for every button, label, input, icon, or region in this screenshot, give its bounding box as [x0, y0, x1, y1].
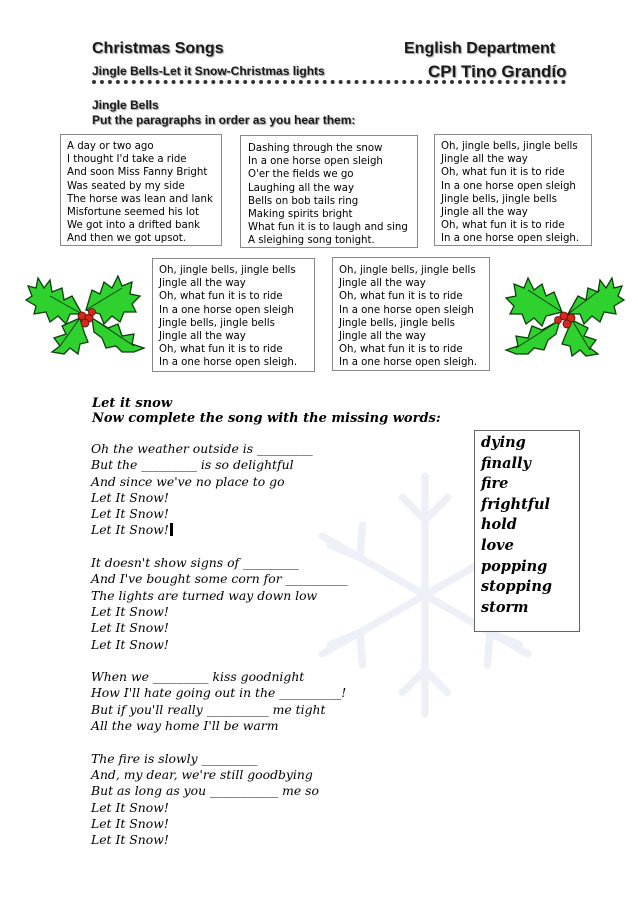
verse-line: Jingle bells, jingle bells	[159, 317, 275, 329]
verse-line: In a one horse open sleigh	[159, 304, 294, 316]
verse-line: Oh, what fun it is to ride	[339, 344, 463, 356]
verse-line: In a one horse open sleigh	[248, 156, 383, 168]
verse-line: Oh, jingle bells, jingle bells	[159, 265, 296, 276]
song-lyrics	[91, 441, 348, 848]
verse-line: Oh, what fun it is to ride	[441, 220, 565, 232]
verse-line: Was seated by my side	[67, 180, 185, 192]
verse-line: We got into a drifted bank	[67, 220, 201, 232]
word-bank	[474, 430, 580, 632]
let-it-snow-heading: Let it snow	[92, 396, 173, 411]
verse-line: Jingle bells, jingle bells	[441, 193, 557, 205]
stanza-gap	[91, 539, 348, 555]
verse-line: Dashing through the snow	[248, 143, 383, 154]
lyric-line: All the way home I'll be warm	[91, 718, 279, 734]
verse-line: In a one horse open sleigh.	[441, 233, 580, 245]
paragraph-box-3	[434, 134, 592, 246]
verse-line: Misfortune seemed his lot	[67, 207, 199, 219]
word-bank-item: stopping	[481, 578, 552, 596]
verse-line: Oh, jingle bells, jingle bells	[441, 141, 578, 152]
verse-line: Jingle all the way	[339, 278, 426, 290]
paragraph-box-2	[240, 135, 418, 248]
verse-line: Bells on bob tails ring	[248, 195, 359, 207]
page-subtitle: Jingle Bells-Let it Snow-Christmas lights	[92, 64, 325, 78]
lyric-line: And I've bought some corn for __________	[91, 571, 348, 587]
lyric-line: But the _________ is so delightful	[91, 457, 294, 473]
lyric-line: Let It Snow!	[91, 636, 169, 652]
verse-line: A sleighing song tonight.	[248, 235, 375, 247]
verse-line: Oh, jingle bells, jingle bells	[339, 265, 476, 276]
verse-line: In a one horse open sleigh	[441, 180, 576, 192]
verse-line: Jingle all the way	[159, 278, 246, 290]
verse-line: Jingle all the way	[441, 207, 528, 219]
lyric-line: Let It Snow!	[91, 506, 169, 522]
let-it-snow-instruction: Now complete the song with the missing words:	[92, 411, 441, 426]
verse-line: Making spirits bright	[248, 209, 353, 221]
page-title: Christmas Songs	[92, 40, 224, 57]
lyric-line: Let It Snow!	[91, 832, 169, 848]
dotted-divider	[92, 80, 566, 84]
lyric-line: Let It Snow!	[91, 620, 169, 636]
verse-line: Jingle all the way	[441, 154, 528, 166]
paragraph-box-4	[152, 258, 315, 372]
word-bank-item: hold	[481, 516, 517, 534]
verse-line: Jingle all the way	[339, 331, 426, 343]
word-bank-item: dying	[481, 434, 526, 451]
lyric-line: Oh the weather outside is _________	[91, 441, 313, 456]
verse-line: Oh, what fun it is to ride	[159, 344, 283, 356]
verse-line: A day or two ago	[67, 141, 154, 152]
lyric-line: And, my dear, we're still goodbying	[91, 766, 313, 782]
verse-line: Laughing all the way	[248, 182, 354, 194]
verse-line: In a one horse open sleigh.	[339, 357, 478, 369]
verse-line: I thought I'd take a ride	[67, 154, 187, 166]
verse-line: And then we got upsot.	[67, 233, 187, 245]
jingle-bells-heading: Jingle Bells	[92, 98, 159, 112]
lyric-line: The lights are turned way down low	[91, 587, 318, 603]
word-bank-item: popping	[481, 557, 548, 575]
lyric-line: Let It Snow!	[91, 489, 169, 505]
word-bank-item: love	[481, 536, 514, 554]
verse-line: The horse was lean and lank	[67, 193, 213, 205]
holly-right-image	[502, 268, 626, 358]
verse-line: In a one horse open sleigh	[339, 304, 474, 316]
lyric-line: The fire is slowly _________	[91, 750, 258, 766]
holly-left-image	[22, 266, 152, 356]
lyric-line: Let It Snow!	[91, 799, 169, 815]
lyric-line: But as long as you ___________ me so	[91, 783, 319, 799]
lyric-line: Let It Snow!	[91, 815, 169, 831]
verse-line: In a one horse open sleigh.	[159, 357, 298, 369]
word-bank-item: fire	[481, 475, 509, 493]
lyric-line: How I'll hate going out in the __________!	[91, 685, 347, 701]
stanza-gap	[91, 653, 348, 669]
verse-line: Jingle bells, jingle bells	[339, 317, 455, 329]
word-bank-item: finally	[481, 454, 531, 472]
word-bank-item: frightful	[481, 495, 551, 513]
verse-line: Jingle all the way	[159, 331, 246, 343]
lyric-line: Let It Snow!	[91, 603, 169, 619]
verse-line: Oh, what fun it is to ride	[339, 291, 463, 303]
word-bank-item: storm	[481, 598, 529, 616]
paragraph-box-5	[332, 257, 490, 371]
school-label: CPI Tino Grandío	[428, 62, 567, 81]
verse-line: Oh, what fun it is to ride	[159, 291, 283, 303]
verse-line: What fun it is to laugh and sing	[248, 222, 408, 234]
lyric-text: Let It Snow!	[91, 522, 169, 538]
lyric-line: When we _________ kiss goodnight	[91, 669, 305, 685]
verse-line: Oh, what fun it is to ride	[441, 167, 565, 179]
lyric-line: But if you'll really __________ me tight	[91, 701, 326, 717]
stanza-gap	[91, 734, 348, 750]
jingle-bells-instruction: Put the paragraphs in order as you hear them:	[92, 113, 356, 127]
lyric-line-with-cursor	[91, 522, 348, 538]
paragraph-box-1	[60, 134, 222, 246]
verse-line: O'er the fields we go	[248, 169, 354, 181]
lyric-line: And since we've no place to go	[91, 473, 285, 489]
lyric-line: It doesn't show signs of _________	[91, 555, 299, 571]
department-label: English Department	[404, 40, 556, 57]
verse-line: And soon Miss Fanny Bright	[67, 167, 208, 179]
text-cursor	[170, 523, 173, 536]
